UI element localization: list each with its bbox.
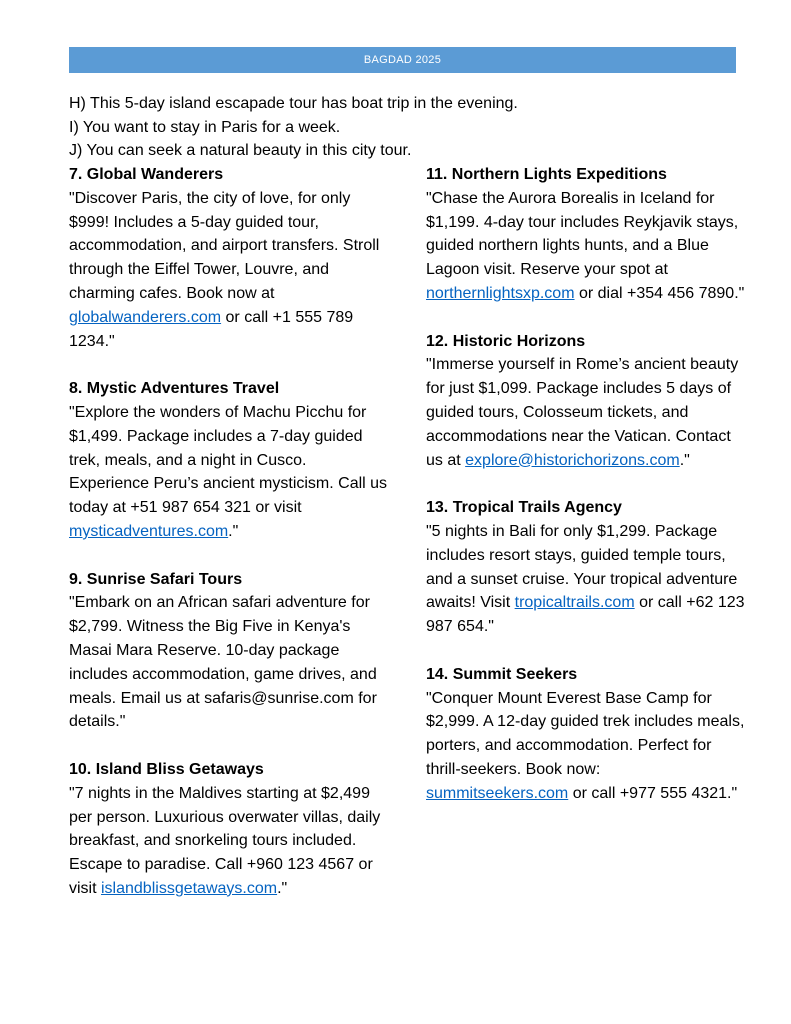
ad-summit-seekers <box>426 663 746 806</box>
ad-title: 13. Tropical Trails Agency <box>426 499 622 517</box>
ad-island-bliss <box>69 758 389 901</box>
ad-text-end: or dial +354 456 7890." <box>574 284 745 302</box>
ad-global-wanderers <box>69 163 389 353</box>
questions-list <box>69 92 749 163</box>
ad-title: 11. Northern Lights Expeditions <box>426 166 667 183</box>
ad-body <box>426 687 746 806</box>
ad-tropical-trails <box>426 496 746 639</box>
ad-link[interactable]: northernlightsxp.com <box>426 284 575 302</box>
ad-title: 10. Island Bliss Getaways <box>69 760 264 778</box>
ad-text: "5 nights in Bali for only $1,299. Package includes resort stays, guided temple tours, and a sunset cruise. Your tropical adventure awaits! Visit <box>426 522 738 612</box>
header-title: BAGDAD 2025 <box>363 54 442 66</box>
ad-link[interactable]: mysticadventures.com <box>69 522 229 540</box>
ad-text: "Conquer Mount Everest Base Camp for $2,999. A 12-day guided trek includes meals, porters, and accommodation. Perfect for thrill-seekers. Book now: <box>426 689 745 778</box>
ad-text-end: or call +1 555 789 1234." <box>69 308 354 350</box>
ad-northern-lights <box>426 163 746 306</box>
ad-title: 7. Global Wanderers <box>69 166 224 183</box>
ad-link[interactable]: islandblissgetaways.com <box>101 879 278 897</box>
ad-text-end: or call +62 123 987 654." <box>426 594 745 636</box>
question-i: I) You want to stay in Paris for a week. <box>69 118 341 136</box>
ad-body <box>426 353 746 472</box>
ad-body <box>69 187 389 354</box>
ad-text: "Discover Paris, the city of love, for only $999! Includes a 5-day guided tour, accommodation, and airport transfers. Stroll through the Eiffel Tower, Louvre, and charming cafes. Book now at <box>69 189 380 302</box>
ads-column-left <box>69 163 389 925</box>
ad-text-end: ." <box>679 451 690 469</box>
ad-text: "Explore the wonders of Machu Picchu for $1,499. Package includes a 7-day guided trek, meals, and a night in Cusco. Experience Peru’s ancient mysticism. Call us today at +51 987 654 321 or visit <box>69 403 388 517</box>
ad-title: 8. Mystic Adventures Travel <box>69 380 280 398</box>
ad-text: "Immerse yourself in Rome’s ancient beauty for just $1,099. Package includes 5 days of guided tours, Colosseum tickets, and accommodations near the Vatican. Contact us at <box>426 356 739 469</box>
ad-body <box>426 187 746 306</box>
ad-text: "7 nights in the Maldives starting at $2,499 per person. Luxurious overwater villas, daily breakfast, and snorkeling tours included. Escape to paradise. Call +960 123 4567 or visit <box>69 784 381 897</box>
ad-link[interactable]: tropicaltrails.com <box>514 594 635 612</box>
ad-sunrise-safari <box>69 568 389 735</box>
question-h: H) This 5-day island escapade tour has boat trip in the evening. <box>69 95 518 112</box>
header-bar <box>69 47 736 73</box>
ad-body <box>69 782 389 901</box>
ad-body <box>426 520 746 639</box>
ad-link[interactable]: globalwanderers.com <box>69 308 222 326</box>
ad-body <box>69 591 389 734</box>
ad-historic-horizons <box>426 330 746 473</box>
ad-title: 14. Summit Seekers <box>426 665 578 683</box>
ad-link[interactable]: explore@historichorizons.com <box>465 451 680 469</box>
ad-link[interactable]: summitseekers.com <box>426 784 569 802</box>
ad-title: 12. Historic Horizons <box>426 332 586 350</box>
ads-column-right <box>426 163 746 829</box>
ad-text-end: or call +977 555 4321." <box>568 784 738 802</box>
ad-mystic-adventures <box>69 377 389 544</box>
ad-text: "Chase the Aurora Borealis in Iceland for $1,199. 4-day tour includes Reykjavik stays, guided northern lights hunts, and a Blue Lagoon visit. Reserve your spot at <box>426 189 739 279</box>
ad-text: "Embark on an African safari adventure for $2,799. Witness the Big Five in Kenya's Masai Mara Reserve. 10-day package includes accommodation, game drives, and meals. Email us at safaris@sunrise.com for details." <box>69 594 377 731</box>
ad-body <box>69 401 389 544</box>
ad-text-end: ." <box>228 522 239 540</box>
question-j: J) You can seek a natural beauty in this city tour. <box>69 142 412 159</box>
ad-text-end: ." <box>277 879 288 897</box>
ad-title: 9. Sunrise Safari Tours <box>69 570 243 588</box>
